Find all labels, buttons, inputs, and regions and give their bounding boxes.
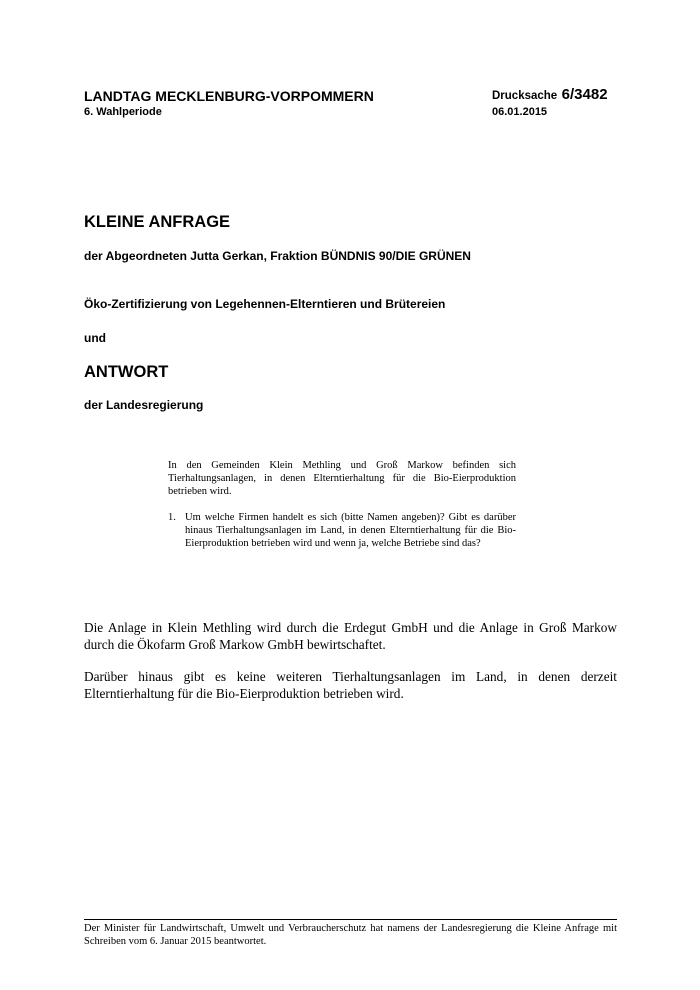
document-header-right bbox=[492, 86, 608, 119]
responder-line: der Landesregierung bbox=[84, 398, 204, 412]
question-block bbox=[168, 459, 516, 550]
und-connector: und bbox=[84, 331, 106, 345]
document-date: 06.01.2015 bbox=[492, 106, 548, 118]
question-intro: In den Gemeinden Klein Methling und Groß Markow befinden sich Tierhaltungsanlagen, in denen Elterntierhaltung für die Bio-Eierproduktion betrieben wird. bbox=[168, 460, 516, 497]
answer-paragraph: Darüber hinaus gibt es keine weiteren Tierhaltungsanlagen im Land, in denen derzeit Elterntierhaltung für die Bio-Eierproduktion betrieben wird. bbox=[84, 669, 617, 701]
footnote-divider bbox=[84, 919, 617, 920]
legislative-period: 6. Wahlperiode bbox=[84, 106, 162, 118]
question-number: 1. bbox=[168, 512, 176, 523]
parliament-name: LANDTAG MECKLENBURG-VORPOMMERN bbox=[84, 88, 374, 104]
answer-paragraph: Die Anlage in Klein Methling wird durch die Erdegut GmbH und die Anlage in Groß Markow durch die Ökofarm Groß Markow GmbH bewirtschaftet. bbox=[84, 620, 617, 652]
document-header-left bbox=[84, 88, 374, 119]
document-label: Drucksache bbox=[492, 90, 558, 102]
submitter-line: der Abgeordneten Jutta Gerkan, Fraktion BÜNDNIS 90/DIE GRÜNEN bbox=[84, 249, 471, 263]
document-number-line bbox=[492, 86, 608, 105]
question-text: Um welche Firmen handelt es sich (bitte Namen angeben)? Gibt es darüber hinaus Tierhaltungsanlagen im Land, in denen Elterntierhaltung für die Bio-Eierproduktion betrieben wird und wenn ja, welche Betriebe sind das? bbox=[185, 512, 516, 549]
question-item bbox=[168, 511, 516, 550]
subject-title: Öko-Zertifizierung von Legehennen-Elterntieren und Brütereien bbox=[84, 297, 446, 311]
antwort-heading: ANTWORT bbox=[84, 363, 169, 381]
document-number: 6/3482 bbox=[561, 86, 608, 103]
kleine-anfrage-heading: KLEINE ANFRAGE bbox=[84, 213, 231, 231]
footnote: Der Minister für Landwirtschaft, Umwelt und Verbraucherschutz hat namens der Landesregierung die Kleine Anfrage mit Schreiben vom 6. Januar 2015 beantwortet. bbox=[84, 923, 617, 947]
